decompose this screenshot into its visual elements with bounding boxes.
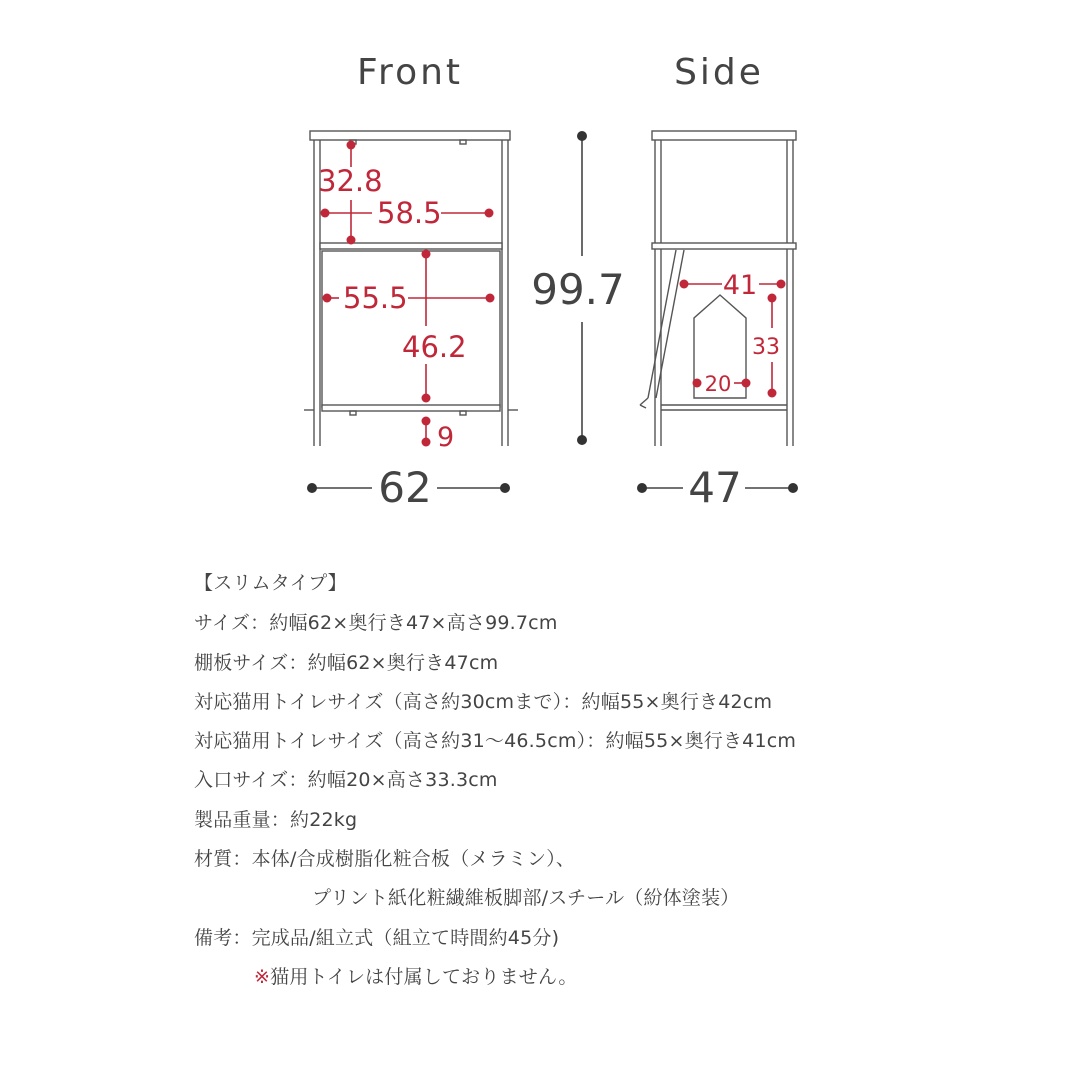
side-total-depth-dimension xyxy=(637,463,798,512)
front-total-width-label: 62 xyxy=(378,463,432,512)
side-furniture-outline xyxy=(640,131,796,446)
spec-material-continued: プリント紙化粧繊維板脚部/スチール（紛体塗装） xyxy=(312,887,740,909)
front-leg-height-label: 9 xyxy=(437,422,455,453)
front-total-width-dimension xyxy=(307,463,510,512)
side-total-depth-label: 47 xyxy=(688,463,742,512)
spec-note xyxy=(254,962,578,989)
spec-material: 材質：本体/合成樹脂化粧合板（メラミン）、 xyxy=(194,848,576,870)
front-view-label: Front xyxy=(356,52,464,93)
side-inner-depth-label: 41 xyxy=(722,270,758,301)
spec-weight: 製品重量：約22kg xyxy=(194,809,358,831)
note-mark: ※ xyxy=(254,966,271,988)
note-text: 猫用トイレは付属しておりません。 xyxy=(270,966,578,988)
spec-entrance-size: 入口サイズ：約幅20×高さ33.3cm xyxy=(194,769,498,791)
spec-heading: 【スリムタイプ】 xyxy=(194,572,347,594)
front-top-height-label: 32.8 xyxy=(318,164,383,198)
side-view-label: Side xyxy=(674,52,764,93)
spec-toilet-size-a: 対応猫用トイレサイズ（高さ約30cmまで）：約幅55×奥行き42cm xyxy=(194,691,773,713)
spec-shelf-size: 棚板サイズ：約幅62×奥行き47cm xyxy=(194,652,499,674)
spec-remarks: 備考：完成品/組立式（組立て時間約45分) xyxy=(194,927,560,949)
front-middle-height-label: 46.2 xyxy=(402,330,467,364)
side-entrance-width-label: 20 xyxy=(704,372,732,396)
front-top-width-label: 58.5 xyxy=(377,196,442,230)
side-entrance-height-label: 33 xyxy=(752,335,780,360)
spec-size: サイズ：約幅62×奥行き47×高さ99.7cm xyxy=(194,612,558,634)
front-middle-width-label: 55.5 xyxy=(343,281,408,315)
total-height-label: 99.7 xyxy=(531,265,625,314)
total-height-dimension xyxy=(531,131,625,445)
spec-toilet-size-b: 対応猫用トイレサイズ（高さ約31〜46.5cm）：約幅55×奥行き41cm xyxy=(194,730,797,752)
